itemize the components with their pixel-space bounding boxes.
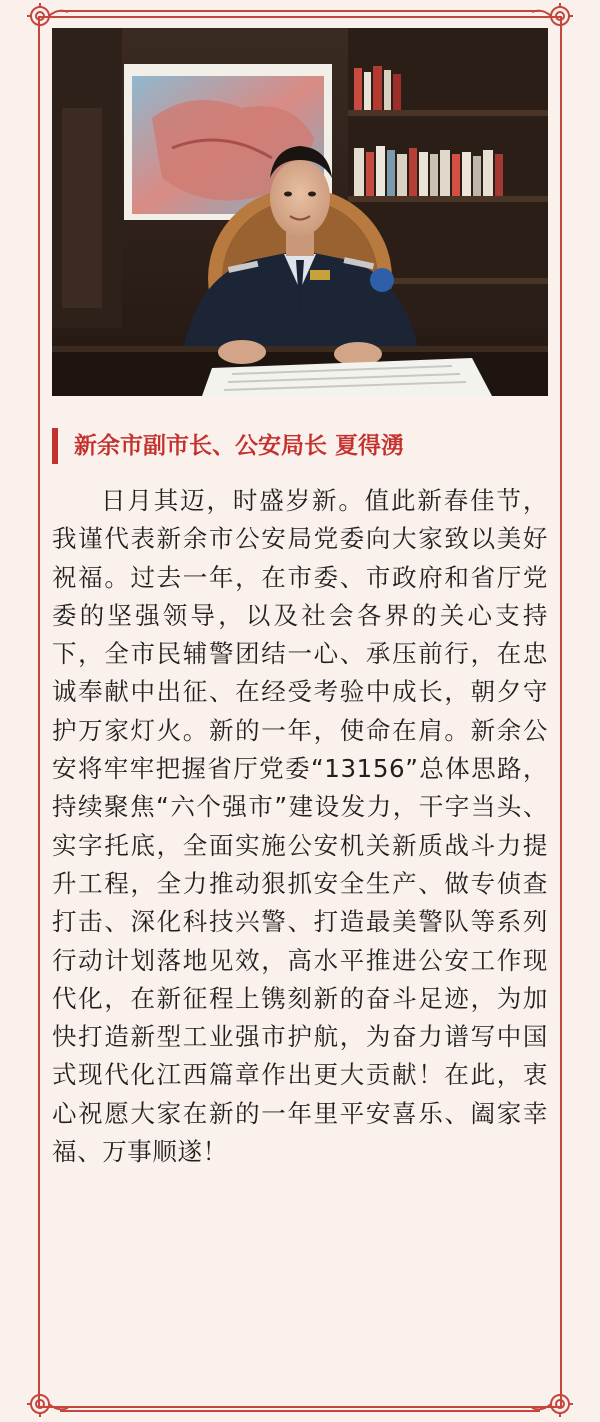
frame-bottom-line (60, 1410, 540, 1412)
section-heading (52, 426, 552, 466)
ornament-corner-icon (26, 1388, 70, 1418)
ornament-corner-icon (530, 1388, 574, 1418)
heading-title: 新余市副市长、公安局长 夏得湧 (74, 433, 405, 459)
greeting-paragraph: 日月其迈，时盛岁新。值此新春佳节，我谨代表新余市公安局党委向大家致以美好祝福。过去一年，在市委、市政府和省厅党委的坚强领导，以及社会各界的关心支持下，全市民辅警团结一心、承压前行，在忠诚奉献中出征、在经受考验中成长，朝夕守护万家灯火。新的一年，使命在肩。新余公安将牢牢把握省厅党委“13156”总体思路，持续聚焦“六个强市”建设发力，干字当头、实字托底，全面实施公安机关新质战斗力提升工程，全力推动狠抓安全生产、做专侦查打击、深化科技兴警、打造最美警队等系列行动计划落地见效，高水平推进公安工作现代化，在新征程上镌刻新的奋斗足迹，为加快打造新型工业强市护航，为奋力谱写中国式现代化江西篇章作出更大贡献！在此，衷心祝愿大家在新的一年里平安喜乐、阖家幸福、万事顺遂！ (52, 486, 548, 1167)
portrait-photo (52, 28, 548, 396)
frame-top-line (60, 10, 540, 12)
heading-accent-bar (52, 428, 58, 464)
